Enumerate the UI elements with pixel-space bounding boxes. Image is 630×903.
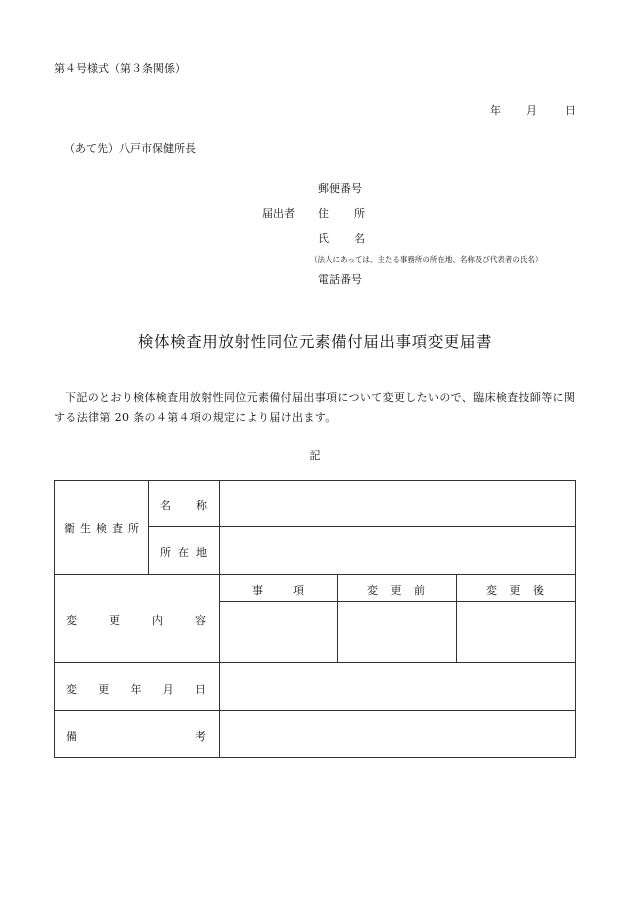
change-before-field[interactable] [338, 602, 456, 662]
table-line-lab [148, 480, 149, 574]
notifier-label: 届出者 [262, 207, 295, 220]
postal-code-label: 郵便番号 [318, 182, 362, 195]
remarks-label: 備 考 [66, 730, 206, 743]
name-note: （法人にあっては、主たる事務所の所在地、名称及び代表者の氏名） [310, 255, 543, 264]
addressee: （あて先）八戸市保健所長 [64, 142, 196, 155]
column-item-header: 事 項 [252, 584, 304, 597]
table-border-right [575, 480, 576, 758]
ki-heading: 記 [309, 449, 321, 462]
lab-location-field[interactable] [220, 527, 575, 574]
date-day-label: 日 [565, 104, 576, 117]
document-title: 検体検査用放射性同位元素備付届出事項変更届書 [137, 333, 493, 351]
column-before-header: 変 更 前 [367, 584, 425, 597]
name-label: 氏 名 [318, 232, 365, 245]
lab-label: 衛 生 検 査 所 [64, 522, 139, 535]
change-after-field[interactable] [457, 602, 575, 662]
table-border-bottom [54, 757, 576, 758]
change-item-field[interactable] [220, 602, 337, 662]
lab-location-label: 所 在 地 [160, 546, 207, 559]
date-year-label: 年 [490, 104, 501, 117]
form-number: 第４号様式（第３条関係） [54, 62, 186, 75]
body-text: 下記のとおり検体検査用放射性同位元素備付届出事項について変更したいので、臨床検査技師等に関する法律第 20 条の４第４項の規定により届け出ます。 [54, 391, 576, 424]
change-table [54, 480, 576, 758]
date-month-label: 月 [526, 104, 537, 117]
lab-name-field[interactable] [220, 481, 575, 526]
remarks-field[interactable] [220, 711, 575, 757]
change-date-field[interactable] [220, 663, 575, 710]
column-after-header: 変 更 後 [486, 584, 544, 597]
table-border-left [54, 480, 55, 758]
lab-name-label: 名 称 [160, 499, 207, 512]
table-line-location [54, 574, 576, 575]
phone-label: 電話番号 [318, 273, 362, 286]
address-label: 住 所 [318, 207, 365, 220]
change-content-label: 変 更 内 容 [66, 614, 206, 627]
change-date-label: 変 更 年 月 日 [66, 683, 206, 696]
